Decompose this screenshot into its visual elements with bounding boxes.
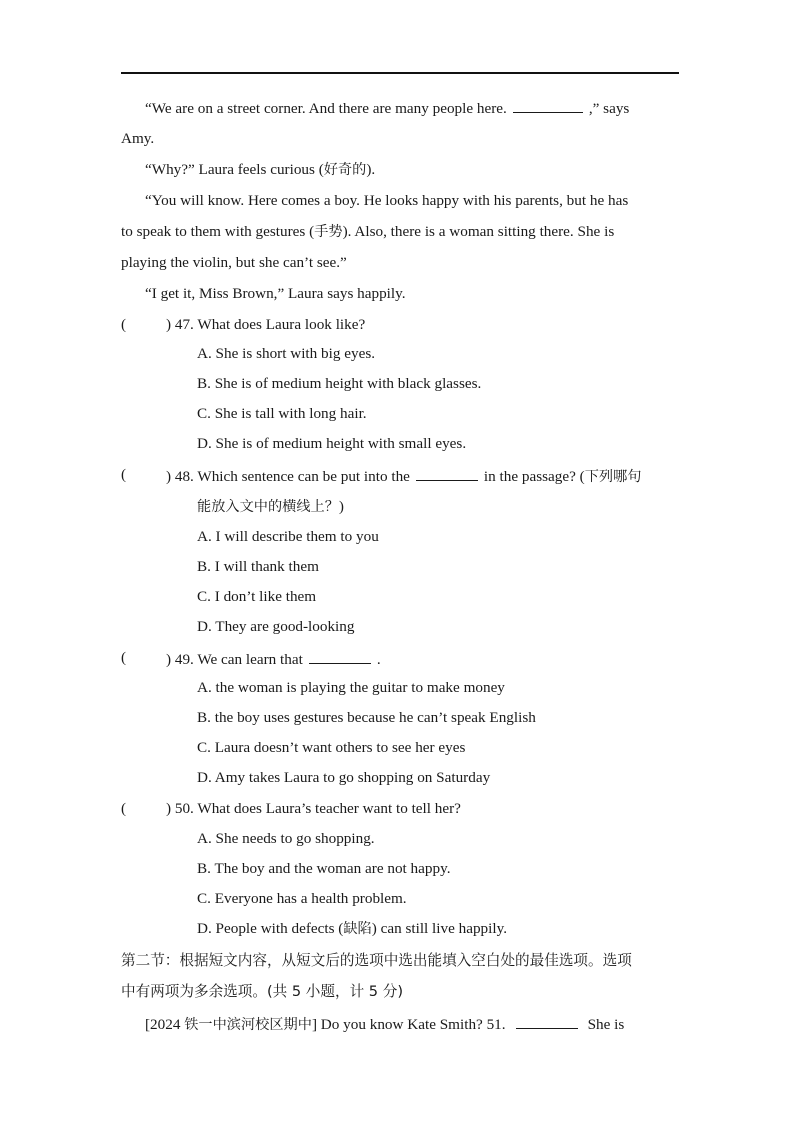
question-47: [166, 315, 365, 335]
option-c[interactable]: C. Laura doesn’t want others to see her eyes: [197, 739, 466, 756]
answer-paren-open[interactable]: (: [121, 800, 127, 817]
option-d[interactable]: D. Amy takes Laura to go shopping on Saturday: [197, 769, 491, 786]
header-rule: [121, 72, 679, 74]
question-49: [166, 648, 381, 670]
passage-line: [121, 222, 614, 242]
option-b[interactable]: B. I will thank them: [197, 558, 319, 575]
answer-paren-close: ): [166, 468, 172, 485]
passage-line: playing the violin, but she can’t see.”: [121, 254, 347, 271]
option-d[interactable]: [197, 919, 507, 939]
passage-text: ,” says: [588, 100, 630, 117]
option-b[interactable]: B. the boy uses gestures because he can’t speak English: [197, 709, 536, 726]
passage-line: [145, 160, 375, 180]
option-b[interactable]: B. She is of medium height with black glasses.: [197, 375, 482, 392]
passage-text: She is: [587, 1016, 625, 1033]
passage-line: “I get it, Miss Brown,” Laura says happily.: [145, 285, 406, 302]
passage-text: “We are on a street corner. And there are many people here.: [145, 100, 507, 117]
option-d[interactable]: D. They are good-looking: [197, 618, 355, 635]
option-text: D. People with defects (: [197, 920, 344, 937]
question-stem: ): [338, 498, 344, 515]
option-text: ) can still live happily.: [371, 920, 507, 937]
option-a[interactable]: A. She needs to go shopping.: [197, 830, 375, 847]
question-stem: .: [376, 651, 381, 668]
chinese-gloss: 手势: [314, 224, 343, 240]
passage-line: Amy.: [121, 130, 155, 147]
section-instruction: 中有两项为多余选项。(共 5 小题，计 5 分): [121, 983, 404, 1000]
question-stem: 50. What does Laura’s teacher want to tell her?: [174, 800, 461, 817]
option-a[interactable]: A. She is short with big eyes.: [197, 345, 376, 362]
answer-paren-open[interactable]: (: [121, 649, 127, 666]
passage-line: [145, 97, 629, 119]
chinese-gloss: 能放入文中的横线上？: [197, 499, 339, 515]
question-stem: 49. We can learn that: [174, 651, 303, 668]
passage-text: to speak to them with gestures (: [121, 223, 315, 240]
passage-text: “Why?” Laura feels curious (: [145, 161, 324, 178]
passage-text: ).: [366, 161, 376, 178]
answer-blank: [309, 648, 371, 664]
option-b[interactable]: B. The boy and the woman are not happy.: [197, 860, 451, 877]
passage-text: ] Do you know Kate Smith? 51.: [311, 1016, 506, 1033]
option-a[interactable]: A. I will describe them to you: [197, 528, 379, 545]
option-d[interactable]: D. She is of medium height with small eyes.: [197, 435, 467, 452]
answer-blank[interactable]: [516, 1013, 578, 1029]
answer-blank: [416, 465, 478, 481]
chinese-gloss: 缺陷: [343, 921, 372, 937]
option-c[interactable]: C. She is tall with long hair.: [197, 405, 367, 422]
answer-paren-close: ): [166, 800, 172, 817]
source-tag: [2024: [145, 1016, 185, 1033]
question-50: [166, 799, 461, 819]
answer-paren-open[interactable]: (: [121, 316, 127, 333]
chinese-gloss: 好奇的: [323, 162, 367, 178]
question-48: [166, 465, 641, 487]
passage-text: ). Also, there is a woman sitting there. She is: [342, 223, 615, 240]
section-heading-cont: [121, 982, 403, 1002]
option-c[interactable]: C. I don’t like them: [197, 588, 317, 605]
question-48-cont: [197, 497, 344, 517]
question-stem: in the passage? (: [483, 468, 585, 485]
chinese-gloss: 下列哪句: [584, 469, 642, 485]
source-tag-cn: 铁一中滨河校区期中: [184, 1017, 312, 1033]
passage-line: [145, 1013, 624, 1035]
passage-line: “You will know. Here comes a boy. He looks happy with his parents, but he has: [145, 192, 629, 209]
answer-paren-close: ): [166, 316, 172, 333]
answer-blank[interactable]: [513, 97, 583, 113]
question-stem: 47. What does Laura look like?: [174, 316, 366, 333]
option-c[interactable]: C. Everyone has a health problem.: [197, 890, 407, 907]
section-heading: 第二节：根据短文内容，从短文后的选项中选出能填入空白处的最佳选项。选项: [121, 952, 632, 969]
option-a[interactable]: A. the woman is playing the guitar to make money: [197, 679, 505, 696]
answer-paren-close: ): [166, 651, 172, 668]
question-stem: 48. Which sentence can be put into the: [174, 468, 410, 485]
answer-paren-open[interactable]: (: [121, 466, 127, 483]
